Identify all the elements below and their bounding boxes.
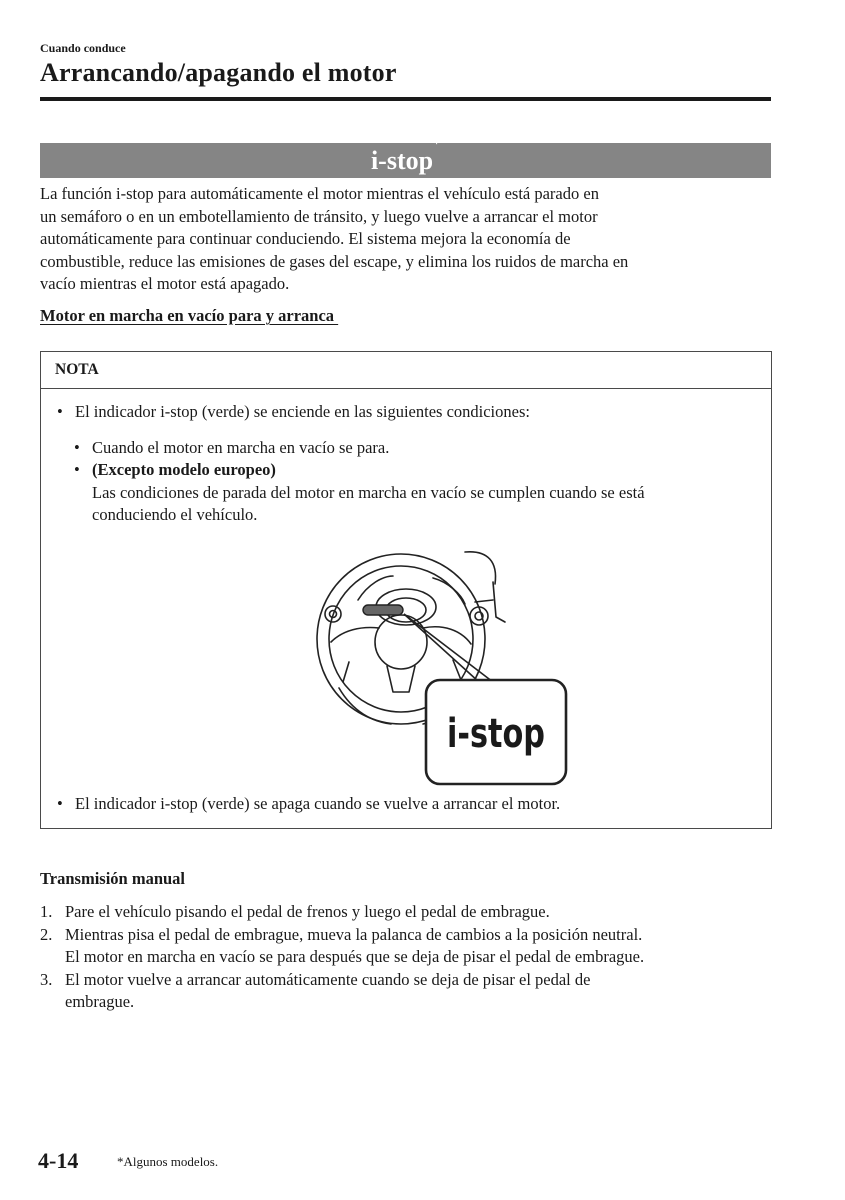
subbullet-text: conduciendo el vehículo. [92, 505, 258, 524]
step-line: embrague. [65, 992, 135, 1011]
title-rule [40, 97, 771, 101]
note-header [41, 352, 771, 389]
note-box [40, 351, 772, 829]
chapter-title: Arrancando/apagando el motor [40, 58, 397, 87]
page-number: 4-14 [38, 1148, 79, 1173]
i-stop-callout-label: i-stop [447, 711, 545, 757]
step-number: 2. [40, 924, 53, 944]
step-item [40, 901, 644, 924]
step-number: 1. [40, 902, 53, 921]
note-header-label: NOTA [55, 361, 99, 378]
subbullet-text: Cuando el motor en marcha en vacío se para. [92, 438, 390, 457]
subbullet-text: Las condiciones de parada del motor en marcha en vacío se cumplen cuando se está [92, 482, 645, 502]
bullet-dot: • [74, 460, 80, 479]
section-banner [40, 137, 771, 178]
step-line: Pare el vehículo pisando el pedal de frenos y luego el pedal de embrague. [65, 902, 550, 921]
intro-paragraph [40, 183, 775, 296]
intro-line: un semáforo o en un embotellamiento de tránsito, y luego vuelve a arrancar el motor [40, 206, 598, 226]
bullet-dot: • [74, 438, 80, 457]
bullet-text: El indicador i-stop (verde) se enciende en las siguientes condiciones: [75, 402, 530, 421]
banner-asterisk: * [433, 137, 441, 152]
step-item [40, 924, 644, 969]
step-item [40, 969, 644, 1014]
intro-line: automáticamente para continuar conduciendo. El sistema mejora la economía de [40, 229, 571, 248]
manual-steps [40, 901, 644, 1014]
step-line: Mientras pisa el pedal de embrague, mueva la palanca de cambios a la posición neutral. [65, 924, 643, 944]
i-stop-indicator-icon [363, 605, 403, 615]
step-line: El motor en marcha en vacío se para después que se deja de pisar el pedal de embrague. [65, 947, 645, 966]
banner-title: i-stop [370, 146, 434, 175]
footnote: *Algunos modelos. [117, 1154, 219, 1169]
intro-line: La función i-stop para automáticamente el motor mientras el vehículo está parado en [40, 184, 599, 203]
subbullet-bold-text: (Excepto modelo europeo) [92, 460, 276, 479]
intro-line: vacío mientras el motor está apagado. [40, 274, 290, 293]
subheading: Motor en marcha en vacío para y arranca [40, 306, 339, 325]
bullet-dot: • [57, 794, 63, 813]
bullet-dot: • [57, 402, 63, 421]
step-line: El motor vuelve a arrancar automáticamente cuando se deja de pisar el pedal de [65, 969, 591, 989]
manual-heading: Transmisión manual [40, 869, 186, 888]
intro-line: combustible, reduce las emisiones de gases del escape, y elimina los ruidos de marcha en [40, 251, 629, 271]
steering-wheel-illustration [283, 542, 545, 792]
section-label: Cuando conduce [40, 41, 126, 55]
bullet-text: El indicador i-stop (verde) se apaga cuando se vuelve a arrancar el motor. [75, 794, 561, 813]
step-number: 3. [40, 969, 53, 989]
